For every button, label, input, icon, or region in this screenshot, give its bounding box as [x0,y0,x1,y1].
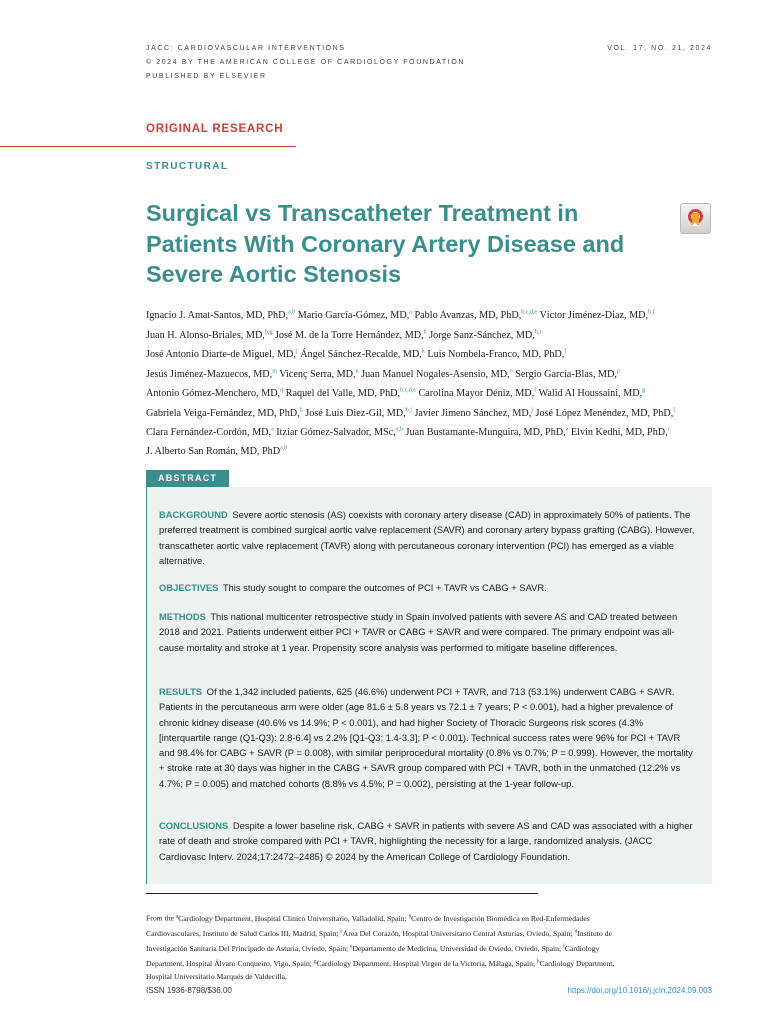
affiliation-text: Cardiology Department, Hospital Universitario Marqués de Valdecilla, [146,958,615,982]
author [146,369,277,380]
author-affiliation-marker[interactable]: b,i [534,329,542,336]
abstract-heading: ABSTRACT [146,470,229,487]
affiliation-text: Cardiology Department, Hospital Virgen de la Victoria, Málaga, Spain; [316,958,538,968]
crossmark-flag-notch [692,222,698,226]
author-name: Clara Fernández-Cordón, MD, [146,427,272,439]
author-name: Antonio Gómez-Menchero, MD, [146,388,281,400]
author [539,388,646,399]
methods-text: This national multicenter retrospective study in Spain involved patients with severe AS and CAD treated between 2018 and 2021. Patients underwent either PCI + TAVR or CABG + SAVR and were compared. The primary endpoint was all-cause mortality and stroke at 1 year. Propensity score analysis was performed to mitigate baseline differences. [159,611,678,653]
affiliation-marker: b [408,914,412,919]
results-text: Of the 1,342 included patients, 625 (46.6%) underwent PCI + TAVR, and 713 (53.1%) underwent CABG + SAVR. Patients in the percutaneous arm were older (age 81.6 ± 5.8 years vs 72.1 ± 7 years; P < 0.001), had a higher prevalence of chronic kidney disease (40.6% vs 14.9%; P < 0.001), and had higher Society of Thoracic Surgeons risk scores (4.3% [interquartile range (Q1-Q3): 2.8-6.4] vs 2.2% [Q1-Q3: 1.4-3.3]; P < 0.001). Technical success rates were 96% for PCI + TAVR and 98.4% for CABG + SAVR (P = 0.008), with similar periprocedural mortality (0.8% vs 0.7%; P = 0.999). However, the mortality + stroke rate at 30 days was higher in the CABG + SAVR group compared with PCI + TAVR, both in the unmatched (12.2% vs 4.7%; P = 0.005) and matched cohorts (8.8% vs 4.5%; P = 0.002), persisting at the 1-year follow-up. [159,686,693,789]
author-affiliation-marker[interactable]: a,b [280,446,288,453]
copyright-line: © 2024 BY THE AMERICAN COLLEGE OF CARDIOLOGY FOUNDATION [146,59,466,66]
author-name: Ignacio J. Amat-Santos, MD, PhD, [146,310,289,322]
abstract-methods [159,609,697,655]
author-name: Pablo Avanzas, MD, PhD, [414,310,522,322]
author-name: Juan Manuel Nogales-Asensio, MD, [361,368,510,380]
article-type: ORIGINAL RESEARCH [146,123,284,135]
author-affiliation-marker[interactable]: k [421,348,425,355]
author-affiliation-marker[interactable]: l [673,407,675,414]
author [429,330,541,341]
author [275,330,427,341]
journal-name: JACC: CARDIOVASCULAR INTERVENTIONS [146,45,346,52]
author-name: Elvin Kedhi, MD, PhD, [570,427,668,439]
publisher-line: PUBLISHED BY ELSEVIER [146,73,267,80]
article-title: Surgical vs Transcatheter Treatment in Patients With Coronary Artery Disease and Severe Aortic Stenosis [146,200,625,287]
author-name: Walid Al Houssaini, MD, [538,388,643,400]
author-name: José M. de la Torre Hernández, MD, [274,329,424,341]
affiliations-lead: From the [146,913,176,923]
author [146,446,287,457]
abstract-results [159,684,697,791]
affiliation-marker: e [350,944,353,950]
author-name: José López Menéndez, MD, PhD, [535,407,674,419]
author-affiliation-marker[interactable]: p [616,368,620,375]
author [427,349,566,360]
methods-label: METHODS [159,611,206,622]
author-affiliation-marker[interactable]: q [280,387,284,394]
article-type-rule [0,146,296,147]
author-affiliation-marker[interactable]: a [271,426,274,433]
author-affiliation-marker[interactable]: b,i [405,407,412,414]
author-name: Javier Jimeno Sánchez, MD, [414,407,532,419]
affiliation-text: Cardiology Department, Hospital Álvaro Cunqueiro, Vigo, Spain; [146,943,600,968]
objectives-text: This study sought to compare the outcomes of PCI + TAVR vs CABG + SAVR. [222,582,547,593]
abstract-background [159,507,697,568]
author-affiliation-marker[interactable]: a,b [395,426,403,433]
author-affiliation-marker[interactable]: b,c,d,e [400,387,416,394]
author-name: José Luis Diez-Gil, MD, [305,407,406,419]
abstract-objectives [159,580,697,595]
author-affiliation-marker[interactable]: b,c,d,e [521,310,538,316]
author-name: Jorge Sanz-Sánchez, MD, [429,329,535,341]
author [414,408,533,419]
author-affiliation-marker[interactable]: b,g [264,329,273,336]
affiliation-marker: d [574,929,578,935]
affiliation-text: Cardiology Department, Hospital Clinico Universitario, Valladolid, Spain; [178,913,409,923]
author-affiliation-marker[interactable]: a,b [288,310,296,316]
affiliation-list [146,914,614,982]
author-affiliation-marker[interactable]: h [423,329,427,336]
author-affiliation-marker[interactable]: g [642,387,646,394]
footnote-rule [146,893,538,894]
author-name: Itziar Gómez-Salvador, MSc, [276,427,396,439]
author [418,388,536,399]
background-text: Severe aortic stenosis (AS) coexists with coronary artery disease (CAD) in approximately 50% of patients. The preferred treatment is combined surgical aortic valve replacement (SAVR) and coronary artery bypass grafting (CABG). However, transcatheter aortic valve replacement (TAVR) along with percutaneous coronary intervention (PCI) has emerged as a viable alternative. [159,509,695,566]
author-affiliation-marker[interactable]: a [409,310,412,316]
affiliation-text: Departamento de Medicina, Universidad de Oviedo, Oviedo, Spain; [352,943,564,953]
author-name: Jesús Jiménez-Mazuecos, MD, [146,368,273,380]
author-affiliation-marker[interactable]: o [509,368,513,375]
author-name: José Antonio Diarte-de Miguel, MD, [146,349,296,361]
author-name: Ángel Sánchez-Recalde, MD, [300,349,422,361]
author-list [146,305,686,461]
author-name: Víctor Jiménez-Diaz, MD, [539,310,649,322]
author-affiliation-marker[interactable]: n [355,368,359,375]
author [305,408,412,419]
author-name: Juan H. Alonso-Briales, MD, [146,329,265,341]
author-affiliation-marker[interactable]: l [564,348,566,355]
author-name: Juan Bustamante-Munguira, MD, PhD, [405,427,566,439]
author-name: Sergio García-Blas, MD, [515,368,617,380]
affiliation-marker: h [537,959,540,965]
affiliation-marker: a [175,914,179,919]
author-name: Vicenç Serra, MD, [279,368,356,380]
abstract-conclusions [159,818,697,864]
author-name: Mario García-Gómez, MD, [297,310,410,322]
affiliation-marker: f [563,944,565,950]
author-affiliation-marker[interactable]: j [295,348,298,355]
conclusions-text: Despite a lower baseline risk, CABG + SAVR in patients with severe AS and CAD was associated with a higher rate of death and stroke compared with PCI + TAVR, highlighting the necessity for a large, randomized analysis. (JACC Cardiovasc Interv. 2024;17:2472–2485) © 2024 by the American College of Cardiology Foundation. [159,820,693,862]
objectives-label: OBJECTIVES [159,582,219,593]
author [286,388,416,399]
author-name: Raquel del Valle, MD, PhD, [285,388,401,400]
author-name: Luis Nombela-Franco, MD, PhD, [427,349,565,361]
crossmark-icon[interactable] [680,203,711,234]
author [414,310,537,321]
affiliation-text: Centro de Investigación Biomédica en Red-Enfermedades Cardiovasculares, Instituto de Salud Carlos III, Madrid, Spain; [146,913,590,938]
author [539,310,654,321]
author-affiliation-marker[interactable]: r [667,426,670,433]
volume-info: VOL. 17, NO. 21, 2024 [607,45,712,52]
doi-link[interactable]: https://doi.org/10.1016/j.jcin.2024.09.003 [567,986,712,995]
author [146,427,274,438]
conclusions-label: CONCLUSIONS [159,820,229,831]
results-label: RESULTS [159,686,203,697]
author [146,330,272,341]
affiliation-marker: c [340,929,343,935]
author-affiliation-marker[interactable]: h [299,407,303,414]
author [146,408,303,419]
author [300,349,425,360]
issn: ISSN 1936-8798/$36.00 [146,986,232,995]
author-affiliation-marker[interactable]: f [534,387,537,394]
author [298,310,412,321]
background-label: BACKGROUND [159,509,228,520]
author [146,349,298,360]
affiliation-text: Área Del Corazón, Hospital Universitario Central Asturias, Oviedo, Spain; [342,928,575,938]
author [146,388,283,399]
author [536,408,675,419]
author [279,369,358,380]
author-affiliation-marker[interactable]: j [531,407,533,414]
author [276,427,403,438]
author-affiliation-marker[interactable]: m [272,368,277,375]
affiliation-marker: g [313,959,317,965]
author [406,427,569,438]
affiliation-text: Instituto de Investigación Sanitaria Del Principado de Asturia, Oviedo, Spain; [146,928,612,953]
author [571,427,670,438]
author-name: J. Alberto San Román, MD, PhD [146,446,281,458]
author-name: Carolina Mayor Déniz, MD, [418,388,535,400]
section-label: STRUCTURAL [146,161,229,172]
author [515,369,620,380]
author-affiliation-marker[interactable]: a [565,426,569,433]
author [361,369,513,380]
author-affiliation-marker[interactable]: b,f [648,310,655,316]
author [146,310,295,321]
author-name: Gabriela Veiga-Fernández, MD, PhD, [146,407,300,419]
affiliations [146,910,636,984]
